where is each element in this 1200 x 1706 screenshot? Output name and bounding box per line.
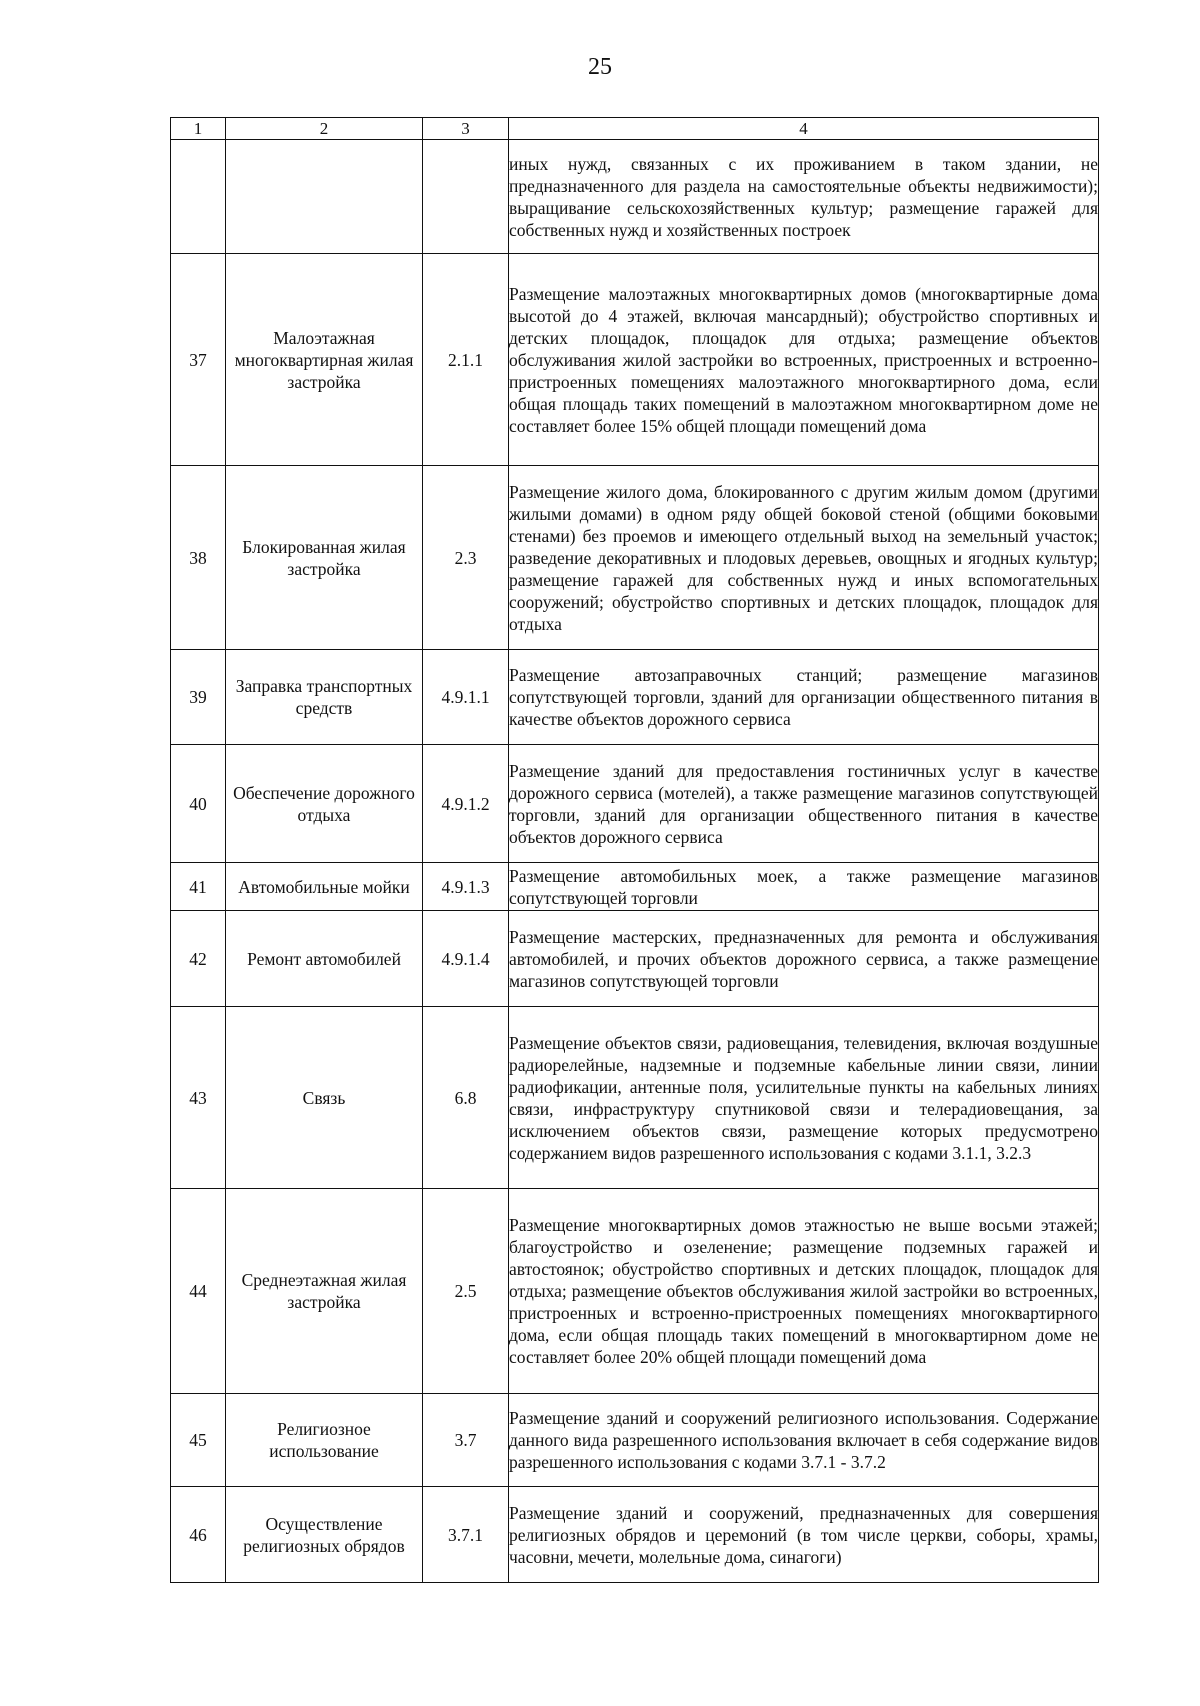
- row-code: 2.3: [423, 466, 509, 650]
- row-number: 38: [171, 466, 226, 650]
- row-number: 39: [171, 650, 226, 745]
- row-description: Размещение зданий и сооружений, предназначенных для совершения религиозных обрядов и церемоний (в том числе церкви, соборы, храмы, часовни, мечети, молельные дома, синагоги): [509, 1487, 1099, 1583]
- row-description: Размещение малоэтажных многоквартирных домов (многоквартирные дома высотой до 4 этажей, включая мансардный); обустройство спортивных и детских площадок, площадок для отдыха; размещение объектов обслуживания жилой застройки во встроенных, пристроенных и встроенно-пристроенных помещениях малоэтажного многоквартирного дома, если общая площадь таких помещений в малоэтажном многоквартирном доме не составляет более 15% общей площади помещений дома: [509, 254, 1099, 466]
- row-number: 43: [171, 1007, 226, 1189]
- row-number: 44: [171, 1189, 226, 1394]
- row-number: 42: [171, 911, 226, 1007]
- row-description: Размещение объектов связи, радиовещания, телевидения, включая воздушные радиорелейные, надземные и подземные кабельные линии связи, линии радиофикации, антенные поля, усилительные пункты на кабельных линиях связи, инфраструктуру спутниковой связи и телерадиовещания, за исключением объектов связи, размещение которых предусмотрено содержанием видов разрешенного использования с кодами 3.1.1, 3.2.3: [509, 1007, 1099, 1189]
- row-description: Размещение мастерских, предназначенных для ремонта и обслуживания автомобилей, и прочих объектов дорожного сервиса, а также размещение магазинов сопутствующей торговли: [509, 911, 1099, 1007]
- table-row: [171, 466, 1099, 650]
- column-header: 1: [171, 118, 226, 140]
- table-row: [171, 1189, 1099, 1394]
- row-number: 40: [171, 745, 226, 863]
- row-description: иных нужд, связанных с их проживанием в таком здании, не предназначенного для раздела на самостоятельные объекты недвижимости); выращивание сельскохозяйственных культур; размещение гаражей для собственных нужд и хозяйственных построек: [509, 140, 1099, 254]
- row-code: 6.8: [423, 1007, 509, 1189]
- row-name: Осуществление религиозных обрядов: [226, 1487, 423, 1583]
- row-name: Религиозное использование: [226, 1394, 423, 1487]
- row-number: [171, 140, 226, 254]
- table-row: [171, 140, 1099, 254]
- row-name: Автомобильные мойки: [226, 863, 423, 911]
- row-name: Заправка транспортных средств: [226, 650, 423, 745]
- row-number: 37: [171, 254, 226, 466]
- row-code: 4.9.1.1: [423, 650, 509, 745]
- row-code: 4.9.1.3: [423, 863, 509, 911]
- table-row: [171, 863, 1099, 911]
- table-row: [171, 1487, 1099, 1583]
- table-row: [171, 911, 1099, 1007]
- table-header-row: [171, 118, 1099, 140]
- row-number: 46: [171, 1487, 226, 1583]
- row-code: [423, 140, 509, 254]
- page-number: 25: [588, 54, 612, 80]
- row-name: Блокированная жилая застройка: [226, 466, 423, 650]
- row-name: Связь: [226, 1007, 423, 1189]
- column-header: 3: [423, 118, 509, 140]
- row-description: Размещение многоквартирных домов этажностью не выше восьми этажей; благоустройство и озеленение; размещение подземных гаражей и автостоянок; обустройство спортивных и детских площадок, площадок для отдыха; размещение объектов обслуживания жилой застройки во встроенных, пристроенных и встроенно-пристроенных помещениях многоквартирного дома, если общая площадь таких помещений в многоквартирном доме не составляет более 20% общей площади помещений дома: [509, 1189, 1099, 1394]
- row-code: 4.9.1.2: [423, 745, 509, 863]
- column-header: 2: [226, 118, 423, 140]
- row-description: Размещение зданий для предоставления гостиничных услуг в качестве дорожного сервиса (мотелей), а также размещение магазинов сопутствующей торговли, зданий для организации общественного питания в качестве объектов дорожного сервиса: [509, 745, 1099, 863]
- row-description: Размещение автомобильных моек, а также размещение магазинов сопутствующей торговли: [509, 863, 1099, 911]
- row-description: Размещение зданий и сооружений религиозного использования. Содержание данного вида разрешенного использования включает в себя содержание видов разрешенного использования с кодами 3.7.1 - 3.7.2: [509, 1394, 1099, 1487]
- row-name: Среднеэтажная жилая застройка: [226, 1189, 423, 1394]
- row-number: 41: [171, 863, 226, 911]
- table-row: [171, 745, 1099, 863]
- row-name: Малоэтажная многоквартирная жилая застройка: [226, 254, 423, 466]
- column-header: 4: [509, 118, 1099, 140]
- row-name: Ремонт автомобилей: [226, 911, 423, 1007]
- row-code: 3.7.1: [423, 1487, 509, 1583]
- row-description: Размещение автозаправочных станций; размещение магазинов сопутствующей торговли, зданий для организации общественного питания в качестве объектов дорожного сервиса: [509, 650, 1099, 745]
- row-code: 2.5: [423, 1189, 509, 1394]
- row-description: Размещение жилого дома, блокированного с другим жилым домом (другими жилыми домами) в одном ряду общей боковой стеной (общими боковыми стенами) без проемов и имеющего отдельный выход на земельный участок; разведение декоративных и плодовых деревьев, овощных и ягодных культур; размещение гаражей для собственных нужд и иных вспомогательных сооружений; обустройство спортивных и детских площадок, площадок для отдыха: [509, 466, 1099, 650]
- row-code: 3.7: [423, 1394, 509, 1487]
- table-row: [171, 650, 1099, 745]
- row-code: 4.9.1.4: [423, 911, 509, 1007]
- table-row: [171, 254, 1099, 466]
- table-row: [171, 1007, 1099, 1189]
- row-code: 2.1.1: [423, 254, 509, 466]
- land-use-table: [170, 117, 1099, 1583]
- row-name: Обеспечение дорожного отдыха: [226, 745, 423, 863]
- table-row: [171, 1394, 1099, 1487]
- row-number: 45: [171, 1394, 226, 1487]
- row-name: [226, 140, 423, 254]
